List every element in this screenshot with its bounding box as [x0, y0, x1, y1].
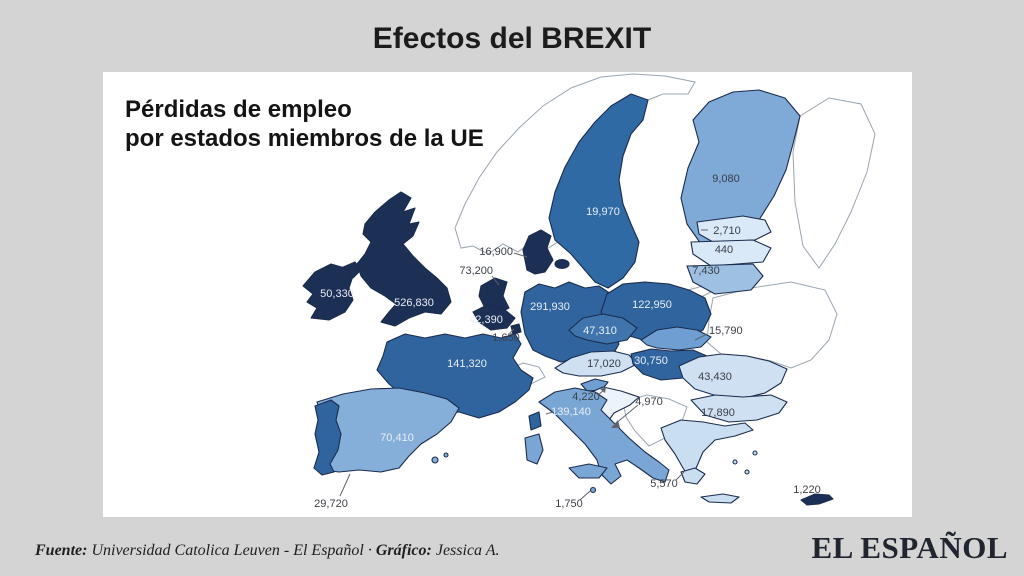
value-label-sweden: 19,970 — [586, 206, 620, 218]
el-espanol-logo: EL ESPAÑOL — [811, 530, 1008, 565]
value-label-hungary: 30,750 — [634, 355, 668, 367]
country-shape-malta — [591, 488, 596, 493]
map-heading — [125, 96, 484, 154]
map-heading-line1: Pérdidas de empleo — [125, 96, 352, 123]
country-shape-corsica — [529, 412, 541, 430]
country-shape-crete — [701, 494, 739, 503]
credit-label: Gráfico: — [375, 542, 432, 559]
value-label-bulgaria: 17,890 — [701, 407, 735, 419]
value-label-lithuania: 7,430 — [692, 265, 720, 277]
source-label: Fuente: — [35, 542, 88, 559]
value-label-romania: 43,430 — [698, 371, 732, 383]
country-shape-denmark-isles — [555, 260, 569, 269]
value-label-czechia: 47,310 — [583, 325, 617, 337]
country-shape-peloponnese — [681, 468, 705, 484]
map-heading-line2: por estados miembros de la UE — [125, 124, 484, 152]
pointer-line-portugal — [340, 474, 350, 496]
country-shape-sardinia — [525, 434, 543, 464]
value-label-netherlands: 73,200 — [459, 265, 493, 277]
aegean-island — [733, 460, 737, 464]
value-label-belgium: 42,390 — [469, 314, 503, 326]
value-label-slovakia: 15,790 — [709, 325, 743, 337]
value-label-latvia: 440 — [714, 244, 734, 256]
value-label-luxembourg: 1,650 — [492, 332, 520, 344]
value-label-finland: 9,080 — [712, 173, 740, 185]
value-label-greece: 5,570 — [650, 478, 678, 490]
value-label-cyprus: 1,220 — [793, 484, 821, 496]
value-label-italy: 139,140 — [551, 406, 591, 418]
aegean-island — [745, 470, 749, 474]
map-panel — [103, 72, 912, 517]
country-shape-greece — [661, 420, 753, 480]
credit-text: Jessica A. — [435, 542, 500, 559]
value-label-denmark: 16,900 — [479, 246, 513, 258]
separator-dot: · — [367, 542, 372, 559]
source-credit-line — [35, 542, 500, 560]
value-label-austria: 17,020 — [587, 358, 621, 370]
value-label-poland: 122,950 — [632, 299, 672, 311]
value-label-germany: 291,930 — [530, 301, 570, 313]
page-title: Efectos del BREXIT — [372, 22, 652, 55]
value-label-slovenia: 4,220 — [572, 391, 600, 403]
value-label-portugal: 29,720 — [314, 498, 348, 510]
source-text: Universidad Catolica Leuven - El Español — [91, 542, 364, 559]
country-shape-balearics — [444, 453, 448, 457]
value-label-estonia: 2,710 — [713, 225, 741, 237]
value-label-malta: 1,750 — [555, 498, 583, 510]
value-label-united-kingdom: 526,830 — [394, 297, 434, 309]
value-label-croatia: 4,970 — [635, 396, 663, 408]
country-shape-balearics — [432, 457, 438, 463]
country-shape-russia — [793, 98, 875, 268]
aegean-island — [753, 451, 757, 455]
value-label-spain: 70,410 — [380, 432, 414, 444]
value-label-ireland: 50,330 — [320, 288, 354, 300]
value-label-france: 141,320 — [447, 358, 487, 370]
